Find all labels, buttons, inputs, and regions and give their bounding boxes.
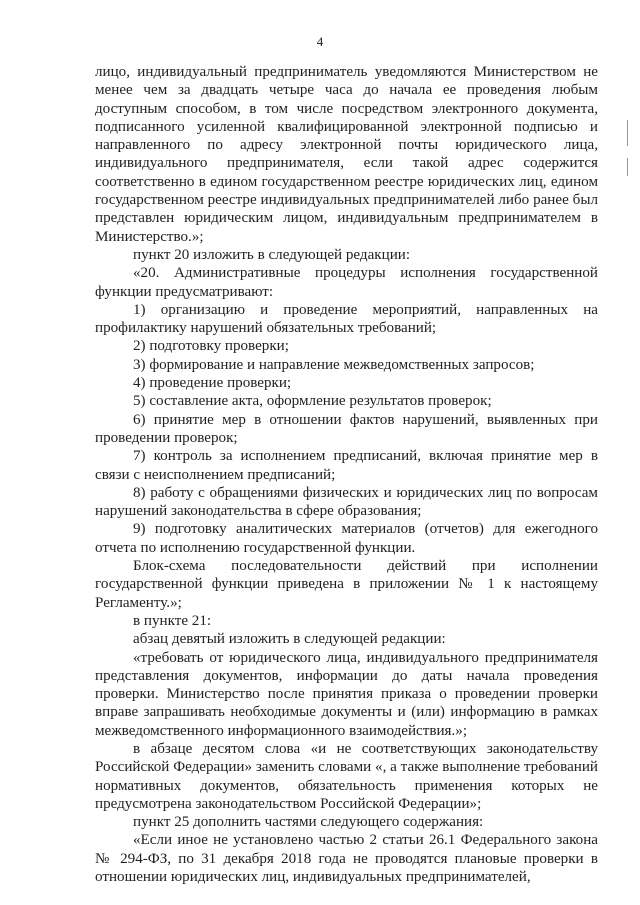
page-number: 4 bbox=[316, 34, 324, 49]
scan-edge-mark bbox=[627, 158, 628, 176]
paragraph: 5) составление акта, оформление результатов проверок; bbox=[133, 393, 492, 410]
paragraph: в пункте 21: bbox=[133, 612, 212, 629]
document-body bbox=[95, 63, 598, 886]
paragraph: 8) работу с обращениями физических и юридических лиц по вопросам нарушений законодательства в сфере образования; bbox=[95, 484, 598, 520]
paragraph: «Если иное не установлено частью 2 статьи 26.1 Федерального закона № 294-ФЗ, по 31 декабря 2018 года не проводятся плановые проверки в отношении юридических лиц, индивидуальных предпринимателей, bbox=[95, 832, 598, 886]
paragraph: 7) контроль за исполнением предписаний, включая принятие мер в связи с неисполнением предписаний; bbox=[95, 448, 598, 483]
paragraph: лицо, индивидуальный предприниматель уведомляются Министерством не менее чем за двадцать четыре часа до начала ее проведения любым доступным способом, в том числе посредством электронного документа, подписанного усиленной квалифицированной электронной подписью и направленного по адресу электронной почты юридического лица, индивидуального предпринимателя, если такой адрес содержится соответственно в едином государственном реестре юридических лиц, едином государственном реестре индивидуальных предпринимателей либо ранее был представлен юридическим лицом, индивидуальным предпринимателем в Министерство.»; bbox=[95, 64, 598, 245]
paragraph: «20. Административные процедуры исполнения государственной функции предусматривают: bbox=[95, 265, 598, 300]
paragraph: 6) принятие мер в отношении фактов нарушений, выявленных при проведении проверок; bbox=[95, 411, 598, 446]
paragraph: 4) проведение проверки; bbox=[133, 375, 292, 392]
paragraph: пункт 25 дополнить частями следующего содержания: bbox=[133, 814, 484, 831]
paragraph: абзац девятый изложить в следующей редакции: bbox=[133, 631, 446, 648]
paragraph: в абзаце десятом слова «и не соответствующих законодательству Российской Федерации» заменить словами «, а также выполнение требований нормативных документов, обязательность применения которых не предусмотрена законодательством Российской Федерации»; bbox=[95, 740, 598, 812]
paragraph: Блок-схема последовательности действий при исполнении государственной функции приведена в приложении № 1 к настоящему Регламенту.»; bbox=[95, 558, 598, 611]
scan-edge-mark bbox=[627, 120, 628, 146]
paragraph: пункт 20 изложить в следующей редакции: bbox=[133, 246, 411, 263]
paragraph: 1) организацию и проведение мероприятий, направленных на профилактику нарушений обязательных требований; bbox=[95, 301, 598, 337]
paragraph: «требовать от юридического лица, индивидуального предпринимателя представления документов, информации до даты начала проведения проверки. Министерство после принятия приказа о проведении проверки вправе запрашивать необходимые документы и (или) информацию в рамках межведомственного информационного взаимодействия.»; bbox=[95, 649, 598, 739]
paragraph: 9) подготовку аналитических материалов (отчетов) для ежегодного отчета по исполнению государственной функции. bbox=[95, 521, 598, 556]
paragraph: 3) формирование и направление межведомственных запросов; bbox=[133, 356, 535, 373]
paragraph: 2) подготовку проверки; bbox=[133, 338, 289, 355]
